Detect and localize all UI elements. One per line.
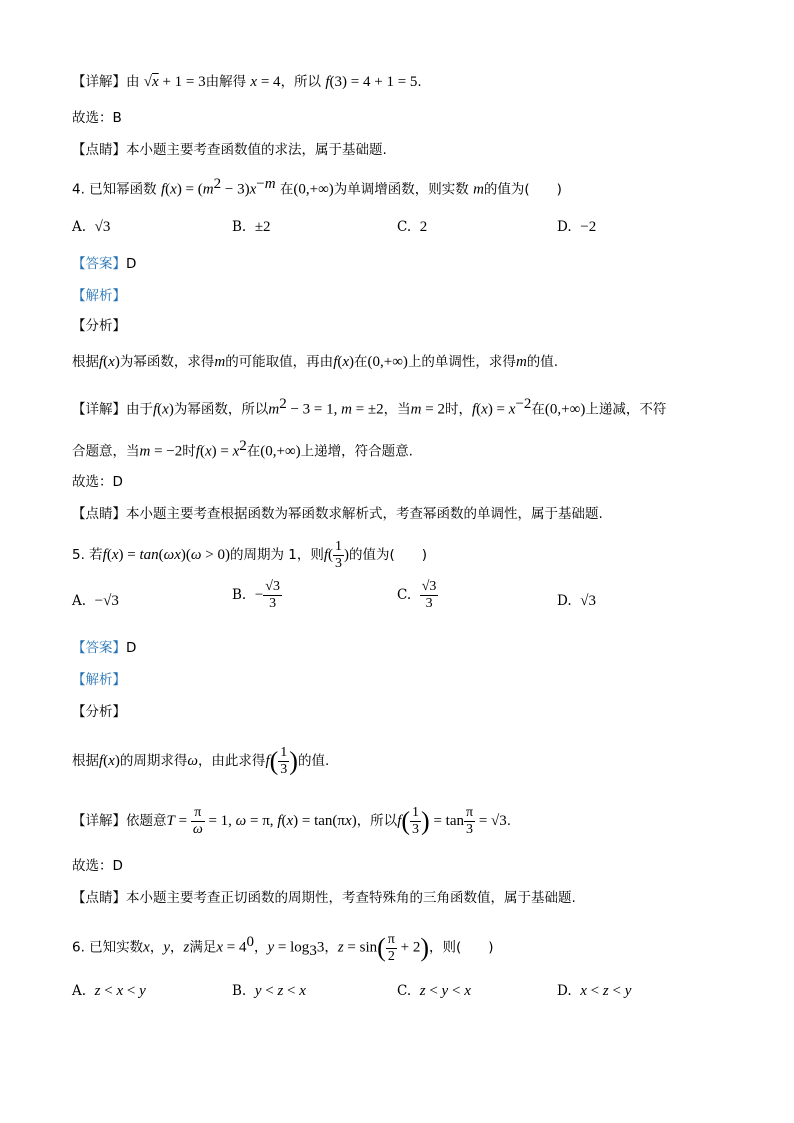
analysis-sub-q5: 【分析】: [72, 704, 126, 720]
options-q6: [72, 978, 732, 1004]
options-q5: [72, 579, 732, 614]
option-d: D. √3: [557, 593, 596, 609]
remark-line-q4: 【点睛】本小题主要考查根据函数为幂函数求解析式，考查幂函数的单调性，属于基础题.: [72, 506, 603, 522]
option-d: D. x < z < y: [557, 983, 632, 999]
option-a: A. √3: [72, 219, 111, 235]
analysis-text-q5: 根据f(x)的周期求得ω，由此求得f( $\frac{1}{3}$ )的值.: [72, 745, 330, 777]
option-b: B. − $\frac{√3}{3}$: [232, 579, 280, 611]
option-a: A. −√3: [72, 593, 119, 609]
question-4: 4. 已知幂函数 $f(x) = (m^2 - 3)x^{-m}$ 在(0,+∞)为单调增函数，则实数 m的值为( ): [72, 176, 562, 198]
answer-q4: 【答案】D: [72, 256, 137, 272]
remark-line-q5: 【点睛】本小题主要考查正切函数的周期性，考查特殊角的三角函数值，属于基础题.: [72, 890, 576, 906]
option-c: C. 2: [397, 219, 428, 235]
question-6: 6. 已知实数x，y，z满足$x = 4^0$，$y = \log_33$，z = sin( $\frac{\pi}{2}$ + 2)，则( ): [72, 931, 494, 964]
question-5: 5. 若f(x) = tan(ωx)(ω > 0)的周期为 1，则f( $\frac{1}{3}$ )的值为( ): [72, 539, 428, 571]
detail-line-q3: 【详解】由 √x + 1 = 3由解得 x = 4，所以 f(3) = 4 + 1 = 5.: [72, 74, 422, 90]
analysis-text-q4: 根据f(x)为幂函数，求得m的可能取值，再由f(x)在(0,+∞)上的单调性，求得m的值.: [72, 354, 559, 370]
analysis-sub-q4: 【分析】: [72, 318, 126, 334]
detail-line-q4-2: 合题意，当m = −2时$f(x) = x^2$在(0,+∞)上递增，符合题意.: [72, 438, 413, 460]
choice-line-q4: 故选：D: [72, 474, 123, 490]
answer-q5: 【答案】D: [72, 640, 137, 656]
remark-line-q3: 【点睛】本小题主要考查函数值的求法，属于基础题.: [72, 142, 387, 158]
detail-line-q5: 【详解】依题意T = $\frac{\pi}{\omega}$ = 1, ω = π, f(x) = tan(πx)，所以f( $\frac{1}{3}$ ) = tan $\frac{\pi}{3}$ = √3.: [72, 805, 512, 837]
analysis-title-q4: 【解析】: [72, 288, 126, 304]
option-c: C. z < y < x: [397, 983, 471, 999]
option-d: D. −2: [557, 219, 597, 235]
choice-line-q3: 故选：B: [72, 110, 122, 126]
option-b: B. ±2: [232, 219, 271, 235]
option-b: B. y < z < x: [232, 983, 306, 999]
analysis-title-q5: 【解析】: [72, 672, 126, 688]
option-a: A. z < x < y: [72, 983, 146, 999]
detail-line-q4-1: 【详解】由于f(x)为幂函数，所以$m^2 - 3 = 1$, m = ±2，当m = 2时，$f(x) = x^{-2}$在(0,+∞)上递减，不符: [72, 396, 667, 418]
choice-line-q5: 故选：D: [72, 858, 123, 874]
option-c: C. $\frac{√3}{3}$: [397, 579, 437, 611]
options-q4: [72, 214, 732, 240]
